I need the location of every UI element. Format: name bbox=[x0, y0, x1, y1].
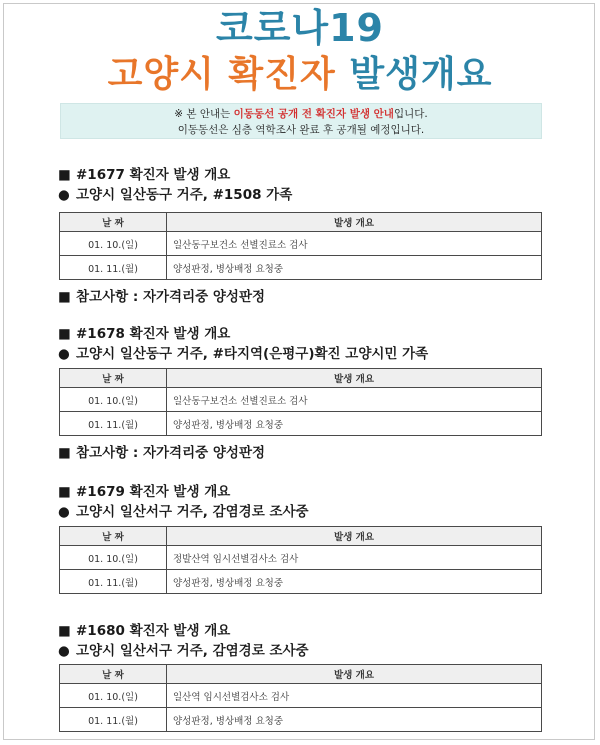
table-row bbox=[60, 256, 542, 280]
date-cell: 01. 10.(일) bbox=[60, 388, 167, 412]
event-column-header: 발생 개요 bbox=[167, 527, 542, 546]
date-cell: 01. 10.(일) bbox=[60, 232, 167, 256]
notice-prefix: ※ 본 안내는 bbox=[174, 108, 234, 120]
case-heading bbox=[58, 482, 578, 502]
date-cell: 01. 11.(월) bbox=[60, 708, 167, 732]
title-line1: 코로나19 bbox=[215, 6, 384, 50]
date-cell: 01. 11.(월) bbox=[60, 256, 167, 280]
event-cell: 양성판정, 병상배정 요청중 bbox=[167, 412, 542, 436]
case-heading bbox=[58, 324, 578, 344]
title-line2-part1: 고양시 확진자 bbox=[107, 54, 336, 95]
case-1678-header bbox=[58, 324, 578, 364]
notice-line1 bbox=[61, 106, 541, 122]
table-row bbox=[60, 570, 542, 594]
case-1680-header bbox=[58, 621, 578, 661]
case-residence-text: 고양시 일산동구 거주, #1508 가족 bbox=[76, 187, 293, 203]
notice-box bbox=[60, 103, 542, 139]
table-row bbox=[60, 546, 542, 570]
case-heading bbox=[58, 621, 578, 641]
table-header-row bbox=[60, 527, 542, 546]
square-bullet-icon: ■ bbox=[58, 484, 71, 500]
case-residence bbox=[58, 641, 578, 661]
table-header-row bbox=[60, 213, 542, 232]
date-column-header: 날 짜 bbox=[60, 665, 167, 684]
case-heading-text: #1678 확진자 발생 개요 bbox=[76, 326, 231, 342]
circle-bullet-icon: ● bbox=[58, 187, 70, 203]
circle-bullet-icon: ● bbox=[58, 346, 70, 362]
date-cell: 01. 11.(월) bbox=[60, 570, 167, 594]
square-bullet-icon: ■ bbox=[58, 445, 71, 461]
event-cell: 정발산역 임시선별검사소 검사 bbox=[167, 546, 542, 570]
case-1680-table bbox=[59, 664, 542, 732]
title-line2 bbox=[0, 53, 600, 97]
case-heading bbox=[58, 165, 578, 185]
date-cell: 01. 10.(일) bbox=[60, 684, 167, 708]
event-cell: 일산동구보건소 선별진료소 검사 bbox=[167, 388, 542, 412]
case-residence bbox=[58, 344, 578, 364]
date-column-header: 날 짜 bbox=[60, 527, 167, 546]
case-1679-header bbox=[58, 482, 578, 522]
case-1679-table bbox=[59, 526, 542, 594]
case-heading-text: #1679 확진자 발생 개요 bbox=[76, 484, 231, 500]
table-row bbox=[60, 412, 542, 436]
case-residence bbox=[58, 502, 578, 522]
table-row bbox=[60, 232, 542, 256]
date-column-header: 날 짜 bbox=[60, 213, 167, 232]
circle-bullet-icon: ● bbox=[58, 643, 70, 659]
date-column-header: 날 짜 bbox=[60, 369, 167, 388]
table-row bbox=[60, 708, 542, 732]
case-1678-table bbox=[59, 368, 542, 436]
circle-bullet-icon: ● bbox=[58, 504, 70, 520]
table-row bbox=[60, 388, 542, 412]
event-cell: 양성판정, 병상배정 요청중 bbox=[167, 256, 542, 280]
notice-suffix: 입니다. bbox=[393, 108, 428, 120]
case-1677-header bbox=[58, 165, 578, 205]
case-residence-text: 고양시 일산서구 거주, 감염경로 조사중 bbox=[76, 643, 309, 659]
square-bullet-icon: ■ bbox=[58, 623, 71, 639]
note-text: 참고사항 : 자가격리중 양성판정 bbox=[76, 289, 266, 305]
date-cell: 01. 10.(일) bbox=[60, 546, 167, 570]
square-bullet-icon: ■ bbox=[58, 167, 71, 183]
case-1677-table bbox=[59, 212, 542, 280]
notice-highlight: 이동동선 공개 전 확진자 발생 안내 bbox=[233, 108, 394, 120]
case-1677-note bbox=[58, 287, 265, 307]
square-bullet-icon: ■ bbox=[58, 289, 71, 305]
case-heading-text: #1677 확진자 발생 개요 bbox=[76, 167, 231, 183]
case-residence bbox=[58, 185, 578, 205]
note-text: 참고사항 : 자가격리중 양성판정 bbox=[76, 445, 266, 461]
date-cell: 01. 11.(월) bbox=[60, 412, 167, 436]
title-line2-part2: 발생개요 bbox=[349, 54, 493, 95]
event-column-header: 발생 개요 bbox=[167, 213, 542, 232]
event-cell: 일산역 임시선별검사소 검사 bbox=[167, 684, 542, 708]
notice-line2: 이동동선은 심층 역학조사 완료 후 공개될 예정입니다. bbox=[177, 124, 425, 136]
event-cell: 일산동구보건소 선별진료소 검사 bbox=[167, 232, 542, 256]
event-cell: 양성판정, 병상배정 요청중 bbox=[167, 570, 542, 594]
table-header-row bbox=[60, 369, 542, 388]
event-cell: 양성판정, 병상배정 요청중 bbox=[167, 708, 542, 732]
table-header-row bbox=[60, 665, 542, 684]
case-residence-text: 고양시 일산동구 거주, #타지역(은평구)확진 고양시민 가족 bbox=[76, 346, 429, 362]
event-column-header: 발생 개요 bbox=[167, 665, 542, 684]
square-bullet-icon: ■ bbox=[58, 326, 71, 342]
table-row bbox=[60, 684, 542, 708]
case-heading-text: #1680 확진자 발생 개요 bbox=[76, 623, 231, 639]
case-residence-text: 고양시 일산서구 거주, 감염경로 조사중 bbox=[76, 504, 309, 520]
case-1678-note bbox=[58, 443, 265, 463]
event-column-header: 발생 개요 bbox=[167, 369, 542, 388]
